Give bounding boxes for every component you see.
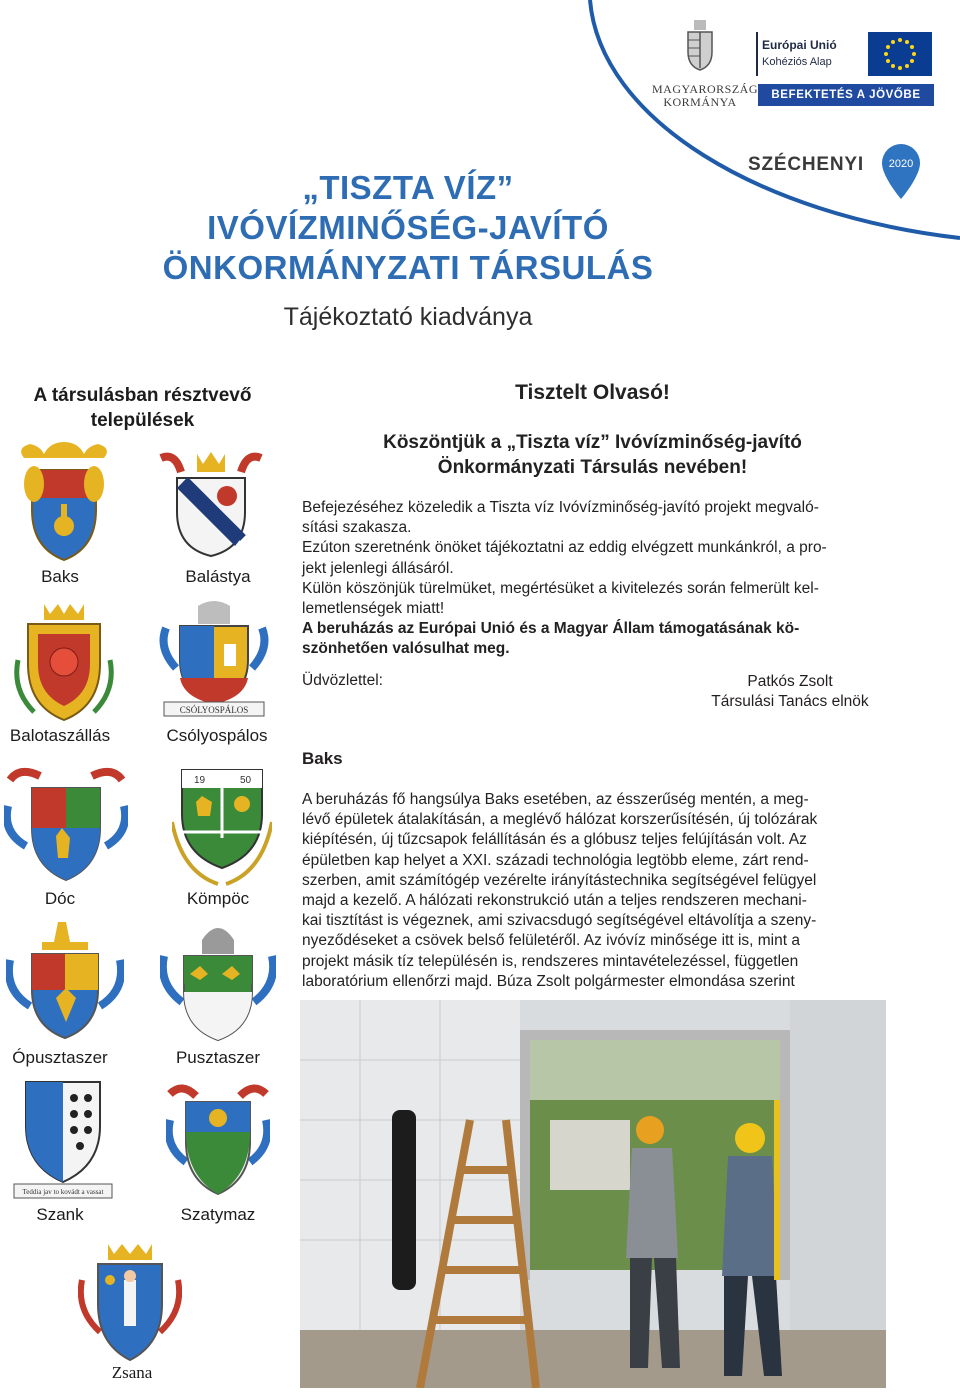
opusztaszer-coat-of-arms-icon	[6, 920, 124, 1040]
szank-scroll-text: Teddia jav to kovádt a vassat	[22, 1188, 104, 1196]
intro-line: lemetlenségek miatt!	[302, 600, 445, 618]
signer-name: Patkós Zsolt	[747, 673, 833, 690]
settlement-kompoc: Kömpöc	[186, 889, 250, 908]
body-line: kiépítésén, új tűzcsapok felállításán és a glóbusz teljes felújításán volt. Az	[302, 831, 807, 849]
doc-coat-of-arms-icon	[4, 766, 128, 884]
baks-coat-of-arms-icon	[14, 440, 114, 565]
settlements-heading-line1: A társulásban résztvevő	[33, 385, 252, 406]
title-line-2: IVÓVÍZMINŐSÉG-JAVÍTÓ	[207, 209, 609, 246]
baks-section-body	[302, 790, 886, 992]
welcome-line1: Köszöntjük a „Tiszta víz” Ivóvízminőség-javító	[383, 432, 802, 453]
szank-coat-of-arms-icon	[14, 1082, 112, 1198]
body-line: épületben kap helyet a XXI. századi technológia legtöbb eleme, zárt rend-	[302, 851, 809, 869]
welcome-line2: Önkormányzati Társulás nevében!	[437, 457, 748, 478]
kompoc-year-right: 50	[240, 775, 252, 786]
body-line: lévő épületek átalakításán, a meglévő hálózat korszerűsítésén, új tolózárak	[302, 811, 818, 829]
baks-section-heading: Baks	[302, 749, 343, 768]
eu-divider	[756, 32, 758, 76]
settlement-opusztaszer: Ópusztaszer	[12, 1048, 108, 1067]
letter-signature	[690, 672, 890, 712]
settlement-baks: Baks	[41, 567, 79, 586]
body-line: kai tisztítást is végeznek, ami szivacsdugó segítségével eltávolítja a szeny-	[302, 912, 817, 930]
eu-flag-icon	[868, 32, 932, 76]
settlement-szank: Szank	[36, 1205, 84, 1224]
body-line: nyeződéseket a csövek belső felületéről. Az ivóvíz minősége itt is, mint a	[302, 932, 800, 950]
body-line: projekt másik tíz településén is, rendszeres mintavételezéssel, független	[302, 952, 799, 970]
balastya-coat-of-arms-icon	[161, 452, 261, 556]
szechenyi-pin-icon	[880, 142, 922, 202]
body-line: majd a kezelő. A hálózati rekonstrukció után a teljes rendszeren mechani-	[302, 892, 807, 910]
intro-line: sítási szakasza.	[302, 519, 412, 537]
body-line: A beruházás fő hangsúlya Baks esetében, az ésszerűség mentén, a meg-	[302, 791, 809, 808]
intro-line: jekt jelenlegi állásáról.	[302, 559, 454, 577]
balotaszallas-coat-of-arms-icon	[14, 600, 114, 725]
body-line: laboratórium ellenőrzi majd. Búza Zsolt polgármester elmondása szerint	[302, 972, 795, 990]
settlement-doc: Dóc	[44, 889, 76, 908]
letter-greeting: Tisztelt Olvasó!	[515, 381, 670, 404]
signer-title: Társulási Tanács elnök	[711, 693, 869, 710]
settlement-szatymaz: Szatymaz	[180, 1205, 256, 1224]
kompoc-coat-of-arms-icon	[172, 770, 272, 884]
eu-title: Európai Unió	[762, 38, 837, 52]
government-logo	[652, 18, 759, 109]
settlement-csolyospalos: Csólyospálos	[166, 726, 268, 745]
kompoc-year-left: 19	[194, 775, 206, 786]
body-line: szerben, amit számítógép vezérelte irányítástechnika segítségével felügyel	[302, 871, 817, 889]
zsana-coat-of-arms-icon	[78, 1240, 182, 1366]
szatymaz-coat-of-arms-icon	[166, 1080, 270, 1204]
page-title	[120, 168, 696, 288]
page-subtitle: Tájékoztató kiadványa	[283, 303, 533, 331]
settlement-balastya: Balástya	[185, 567, 251, 586]
intro-line-bold: szönhetően valósulhat meg.	[302, 640, 510, 658]
title-line-1: „TISZTA VÍZ”	[302, 169, 514, 206]
intro-line: Ezúton szeretnénk önöket tájékoztatni az eddig elvégzett munkánkról, a pro-	[302, 539, 827, 557]
szechenyi-logo-text: SZÉCHENYI	[748, 154, 864, 175]
gov-logo-line1: MAGYARORSZÁG	[652, 82, 759, 96]
settlements-heading-line2: települések	[90, 410, 195, 431]
csolyospalos-coat-of-arms-icon	[164, 601, 265, 716]
intro-line-bold: A beruházás az Európai Unió és a Magyar Állam támogatásának kö-	[302, 620, 800, 638]
hungarian-coat-of-arms-icon	[682, 18, 718, 78]
pusztaszer-coat-of-arms-icon	[160, 920, 276, 1042]
title-line-3: ÖNKORMÁNYZATI TÁRSULÁS	[162, 249, 654, 286]
settlement-zsana: Zsana	[111, 1363, 153, 1382]
csolyospalos-scroll-text: CSÓLYOSPÁLOS	[179, 705, 249, 715]
letter-regards: Üdvözlettel:	[302, 672, 383, 689]
letter-welcome	[300, 430, 885, 480]
construction-photo	[300, 1000, 886, 1388]
letter-body	[302, 498, 886, 660]
settlement-pusztaszer: Pusztaszer	[175, 1048, 261, 1067]
intro-line: Külön köszönjük türelmüket, megértésüket a kivitelezés során felmerült kel-	[302, 579, 819, 597]
intro-line: Befejezéséhez közeledik a Tiszta víz Ivóvízminőség-javító projekt megvaló-	[302, 499, 819, 516]
eu-fund: Kohéziós Alap	[762, 56, 832, 68]
invest-banner: BEFEKTETÉS A JÖVŐBE	[758, 84, 934, 106]
szechenyi-year: 2020	[888, 158, 914, 170]
gov-logo-line2: KORMÁNYA	[663, 95, 737, 109]
eu-logo	[756, 32, 936, 76]
settlements-heading	[10, 383, 275, 433]
settlement-balotaszallas: Balotaszállás	[9, 726, 111, 745]
